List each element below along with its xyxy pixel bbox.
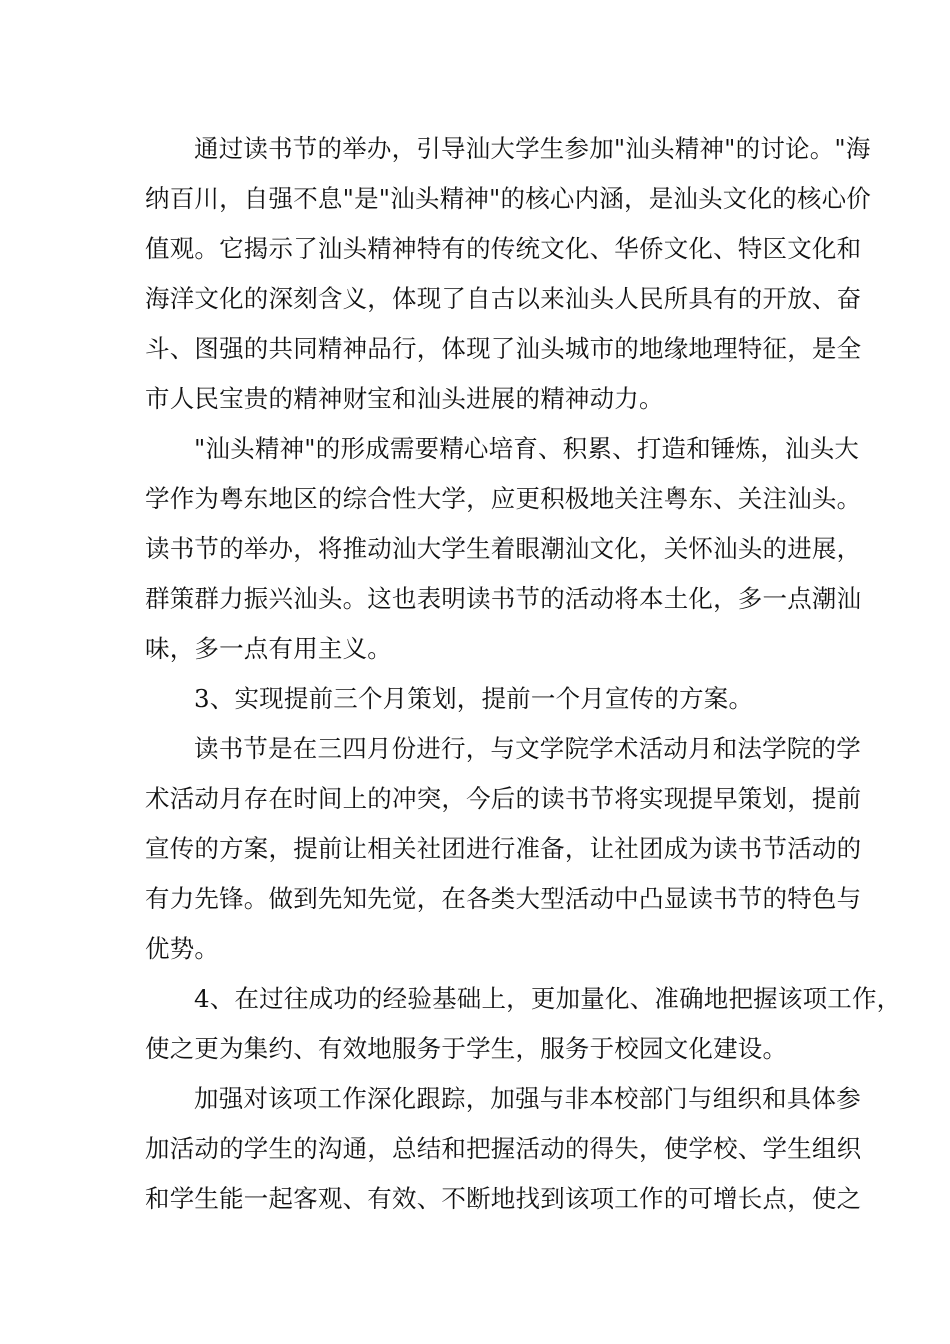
text-line: 术活动月存在时间上的冲突，今后的读书节将实现提早策划，提前 — [145, 784, 862, 813]
paragraph-shantou-spirit-cultivation — [145, 424, 862, 674]
document-body — [145, 124, 902, 1224]
text-line: 和学生能一起客观、有效、不断地找到该项工作的可增长点，使之 — [145, 1184, 862, 1213]
text-line: 通过读书节的举办，引导汕大学生参加"汕头精神"的讨论。"海 — [194, 134, 871, 163]
section-heading-3 — [145, 674, 805, 724]
paragraph-early-planning — [145, 724, 862, 974]
text-line: 读书节是在三四月份进行，与文学院学术活动月和法学院的学 — [194, 734, 861, 763]
text-line: 纳百川，自强不息"是"汕头精神"的核心内涵，是汕头文化的核心价 — [145, 184, 872, 213]
text-line: 宣传的方案，提前让相关社团进行准备，让社团成为读书节活动的 — [145, 834, 862, 863]
text-line: 有力先锋。做到先知先觉，在各类大型活动中凸显读书节的特色与 — [145, 884, 862, 913]
text-line: 加活动的学生的沟通，总结和把握活动的得失，使学校、学生组织 — [145, 1134, 862, 1163]
section-heading-4 — [145, 974, 902, 1074]
paragraph-shantou-spirit-discussion — [145, 124, 872, 424]
text-line: 味，多一点有用主义。 — [145, 634, 392, 663]
text-line: 斗、图强的共同精神品行，体现了汕头城市的地缘地理特征，是全 — [145, 334, 862, 363]
text-line: 市人民宝贵的精神财宝和汕头进展的精神动力。 — [145, 384, 664, 413]
heading-line: 使之更为集约、有效地服务于学生，服务于校园文化建设。 — [145, 1034, 788, 1063]
text-line: 学作为粤东地区的综合性大学，应更积极地关注粤东、关注汕头。 — [145, 484, 862, 513]
heading-line: 3、实现提前三个月策划，提前一个月宣传的方案。 — [194, 684, 754, 713]
text-line: "汕头精神"的形成需要精心培育、积累、打造和锤炼，汕头大 — [194, 434, 860, 463]
text-line: 加强对该项工作深化跟踪，加强与非本校部门与组织和具体参 — [194, 1084, 861, 1113]
heading-line: 4、在过往成功的经验基础上，更加量化、准确地把握该项工作， — [194, 984, 902, 1013]
paragraph-tracking-work — [145, 1074, 862, 1224]
text-line: 值观。它揭示了汕头精神特有的传统文化、华侨文化、特区文化和 — [145, 234, 862, 263]
text-line: 海洋文化的深刻含义，体现了自古以来汕头人民所具有的开放、奋 — [145, 284, 862, 313]
text-line: 读书节的举办，将推动汕大学生着眼潮汕文化，关怀汕头的进展， — [145, 534, 862, 563]
text-line: 优势。 — [145, 934, 220, 963]
text-line: 群策群力振兴汕头。这也表明读书节的活动将本土化，多一点潮汕 — [145, 584, 862, 613]
